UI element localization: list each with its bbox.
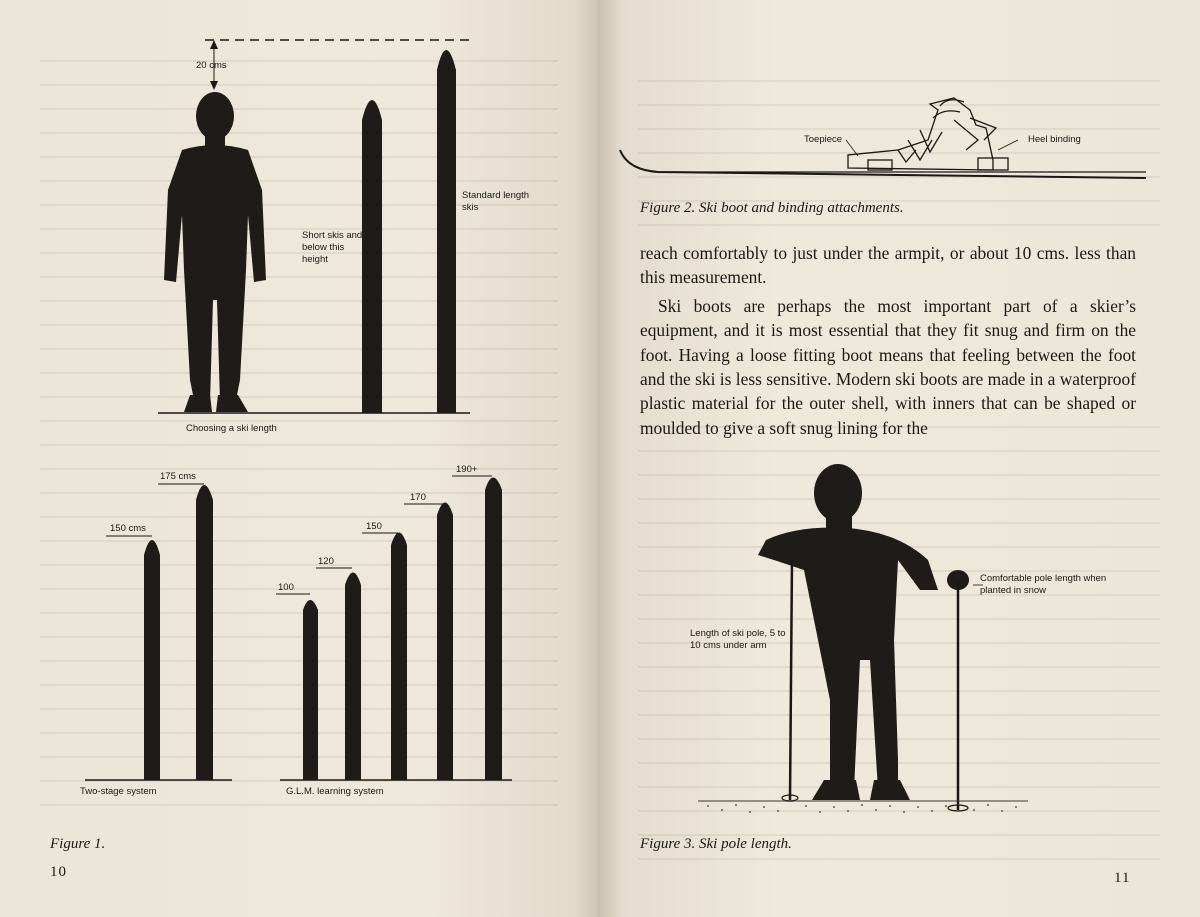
paragraph-1: reach comfortably to just under the armpit, or about 10 cms. less than this measurement. (640, 243, 1136, 288)
pole-length-label: Length of ski pole, 5 to 10 cms under arm (690, 628, 786, 651)
page-number-right: 11 (1114, 870, 1131, 886)
short-skis-label: Short skis and below this height (302, 230, 363, 265)
choosing-label: Choosing a ski length (186, 423, 277, 434)
ski-boot-drawing (848, 98, 1008, 170)
two-stage-label: Two-stage system (80, 786, 157, 797)
two-stage-skis (144, 485, 213, 780)
figure-1-caption: Figure 1. (50, 836, 106, 852)
snow-ground (698, 800, 1028, 813)
glm-label: G.L.M. learning system (286, 786, 384, 797)
glm-170-label: 170 (410, 492, 426, 503)
person-silhouette (164, 92, 266, 412)
page-number-left: 10 (50, 864, 67, 880)
left-page (0, 0, 598, 917)
paragraph-2: Ski boots are perhaps the most important part of a skier’s equipment, and it is most essential that they fit snug and firm on the foot. Having a loose fitting boot means that feeling between the foot and the ski is less sensitive. Modern ski boots are made in a waterproof plastic material for the outer shell, with inners that can be shaped or moulded to give a soft snug lining for the (640, 295, 1136, 438)
glm-skis (303, 478, 502, 781)
standard-ski (437, 50, 456, 413)
standard-skis-label: Standard length skis (462, 190, 530, 213)
figure-1-ski-length-illustration (0, 0, 598, 917)
gap-label: 20 cms (196, 60, 227, 71)
glm-120-label: 120 (318, 556, 334, 567)
figure-3-caption: Figure 3. Ski pole length. (640, 836, 792, 852)
figure-2-caption: Figure 2. Ski boot and binding attachments. (640, 200, 904, 216)
right-page (598, 0, 1200, 917)
heel-binding-label: Heel binding (1028, 134, 1081, 145)
body-text (640, 241, 1136, 440)
two-stage-150-label: 150 cms (110, 523, 146, 534)
two-stage-175-label: 175 cms (160, 471, 196, 482)
figure-2-boot-binding-illustration (598, 0, 1200, 917)
toepiece-label: Toepiece (804, 134, 843, 145)
glm-190-label: 190+ (456, 464, 478, 475)
comfortable-length-label: Comfortable pole length when planted in snow (980, 573, 1107, 596)
glm-150-label: 150 (366, 521, 382, 532)
glm-100-label: 100 (278, 582, 294, 593)
